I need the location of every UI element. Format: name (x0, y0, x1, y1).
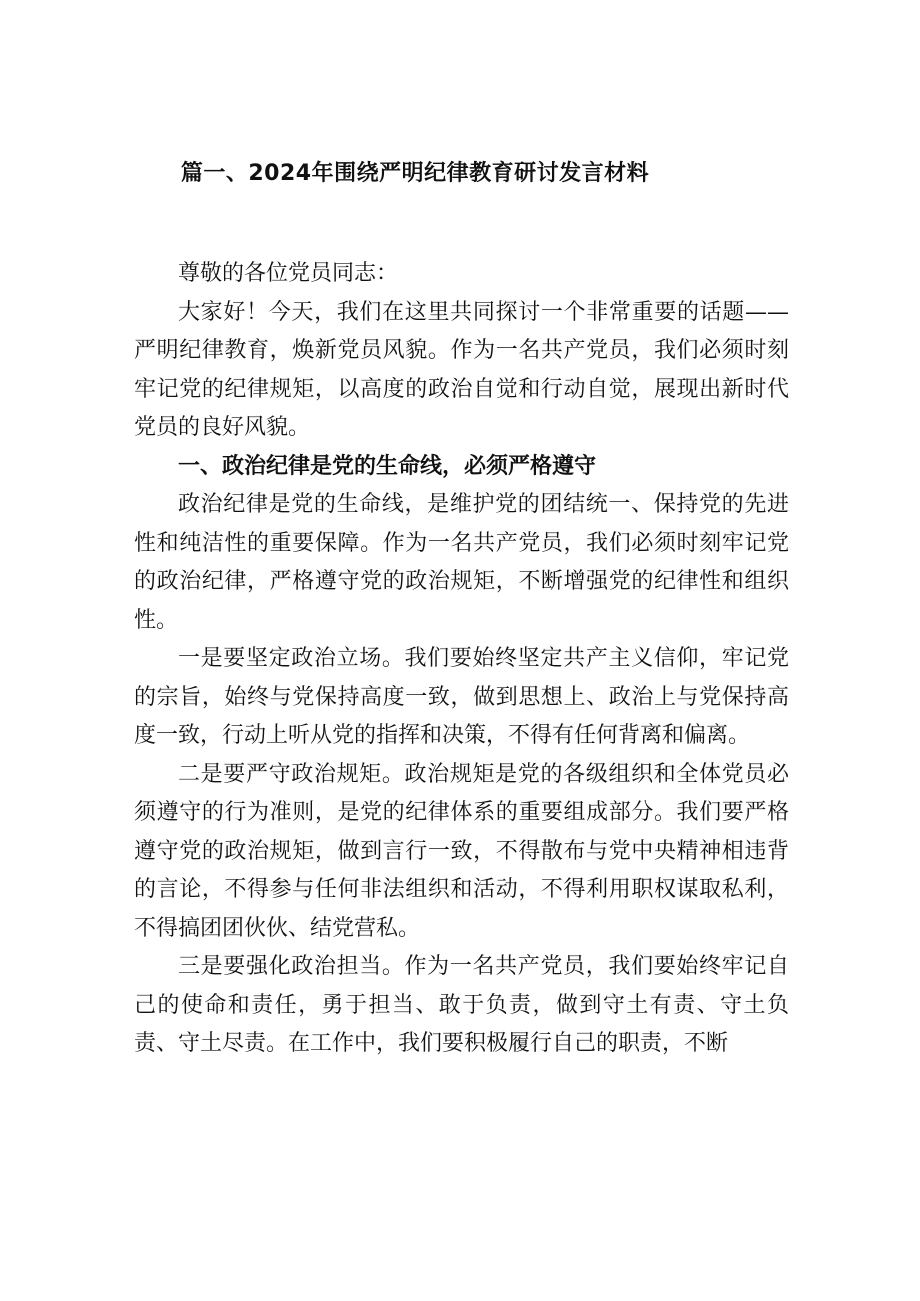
document-body (134, 255, 789, 1064)
section-1-paragraph: 政治纪律是党的生命线，是维护党的团结统一、保持党的先进性和纯洁性的重要保障。作为一名共产党员，我们必须时刻牢记党的政治纪律，严格遵守党的政治规矩，不断增强党的纪律性和组织性。 (134, 492, 789, 633)
salutation: 尊敬的各位党员同志： (178, 261, 399, 286)
point-3-paragraph: 三是要强化政治担当。作为一名共产党员，我们要始终牢记自己的使命和责任，勇于担当、敢于负责，做到守土有责、守土负责、守土尽责。在工作中，我们要积极履行自己的职责，不断 (134, 954, 789, 1056)
point-2-paragraph: 二是要严守政治规矩。政治规矩是党的各级组织和全体党员必须遵守的行为准则，是党的纪律体系的重要组成部分。我们要严格遵守党的政治规矩，做到言行一致，不得散布与党中央精神相违背的言论，不得参与任何非法组织和活动，不得利用职权谋取私利，不得搞团团伙伙、结党营私。 (134, 761, 789, 941)
section-heading-1: 一、政治纪律是党的生命线，必须严格遵守 (178, 453, 597, 479)
point-1-paragraph: 一是要坚定政治立场。我们要始终坚定共产主义信仰，牢记党的宗旨，始终与党保持高度一致，做到思想上、政治上与党保持高度一致，行动上听从党的指挥和决策，不得有任何背离和偏离。 (134, 646, 789, 748)
document-title: 篇一、2024年围绕严明纪律教育研讨发言材料 (180, 161, 650, 186)
intro-paragraph: 大家好！今天，我们在这里共同探讨一个非常重要的话题——严明纪律教育，焕新党员风貌。作为一名共产党员，我们必须时刻牢记党的纪律规矩，以高度的政治自觉和行动自觉，展现出新时代党员的良好风貌。 (134, 299, 789, 440)
